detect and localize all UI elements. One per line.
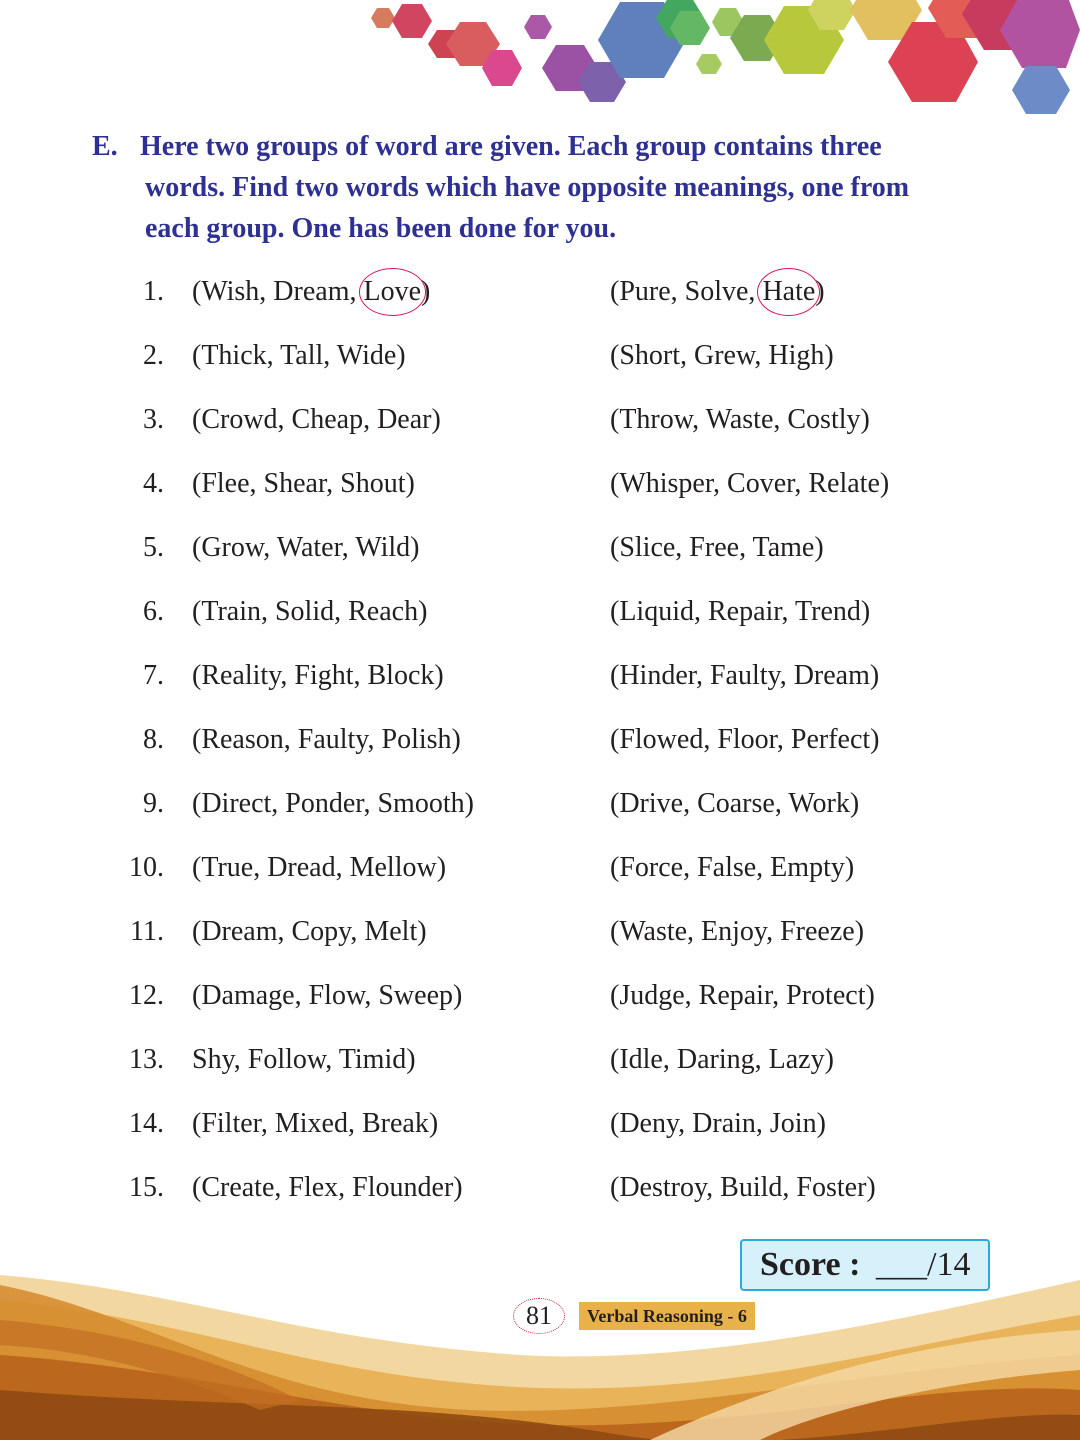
book-title: Verbal Reasoning - 6	[579, 1302, 755, 1330]
row-number: 8.	[143, 724, 164, 755]
exercise-row	[0, 972, 1080, 1036]
right-group: (Drive, Coarse, Work)	[610, 788, 860, 819]
left-group: (Grow, Water, Wild)	[192, 532, 420, 563]
left-group: (Filter, Mixed, Break)	[192, 1108, 439, 1139]
exercise-row	[0, 588, 1080, 652]
row-number: 4.	[143, 468, 164, 499]
section-letter: E.	[92, 131, 118, 162]
left-group: (Dream, Copy, Melt)	[192, 916, 427, 947]
right-group: (Waste, Enjoy, Freeze)	[610, 916, 865, 947]
row-number: 7.	[143, 660, 164, 691]
left-group: (Train, Solid, Reach)	[192, 596, 428, 627]
exercise-row	[0, 652, 1080, 716]
row-number: 5.	[143, 532, 164, 563]
exercise-row	[0, 1036, 1080, 1100]
left-group: (Crowd, Cheap, Dear)	[192, 404, 441, 435]
score-label: Score :	[760, 1246, 861, 1283]
left-group: (Flee, Shear, Shout)	[192, 468, 415, 499]
left-group: (Create, Flex, Flounder)	[192, 1172, 463, 1203]
instruction-text	[92, 126, 990, 249]
row-number: 11.	[130, 916, 164, 947]
instruction-line-2: words. Find two words which have opposite meanings, one from	[145, 172, 910, 203]
row-number: 3.	[143, 404, 164, 435]
instruction-line-3: each group. One has been done for you.	[145, 213, 617, 244]
row-number: 9.	[143, 788, 164, 819]
instruction	[92, 126, 990, 249]
left-group: (Thick, Tall, Wide)	[192, 340, 406, 371]
right-group: (Short, Grew, High)	[610, 340, 834, 371]
exercise-row	[0, 1164, 1080, 1228]
instruction-line-1: Here two groups of word are given. Each group contains three	[140, 131, 882, 162]
score-value: ___/14	[876, 1246, 971, 1283]
row-number: 12.	[129, 980, 164, 1011]
row-number: 10.	[129, 852, 164, 883]
right-group: (Hinder, Faulty, Dream)	[610, 660, 880, 691]
right-group: (Liquid, Repair, Trend)	[610, 596, 871, 627]
row-number: 2.	[143, 340, 164, 371]
exercise-row	[0, 908, 1080, 972]
row-number: 14.	[129, 1108, 164, 1139]
row-number: 1.	[143, 276, 164, 307]
right-group: (Flowed, Floor, Perfect)	[610, 724, 880, 755]
left-group-suffix: )	[421, 276, 431, 307]
left-group: (Reality, Fight, Block)	[192, 660, 444, 691]
exercise-row	[0, 716, 1080, 780]
right-group: (Throw, Waste, Costly)	[610, 404, 870, 435]
left-group: Shy, Follow, Timid)	[192, 1044, 416, 1075]
row-number: 6.	[143, 596, 164, 627]
circled-answer-right: Hate	[762, 268, 815, 316]
exercise-row	[0, 1100, 1080, 1164]
right-group: (Judge, Repair, Protect)	[610, 980, 875, 1011]
right-group-suffix: )	[815, 276, 825, 307]
right-group: (Deny, Drain, Join)	[610, 1108, 826, 1139]
right-group: (Slice, Free, Tame)	[610, 532, 824, 563]
exercise-row-example	[0, 268, 1080, 332]
right-group: (Whisper, Cover, Relate)	[610, 468, 890, 499]
exercise-row	[0, 396, 1080, 460]
left-group-prefix: (Wish, Dream,	[192, 276, 364, 307]
right-group: (Force, False, Empty)	[610, 852, 855, 883]
right-group: (Destroy, Build, Foster)	[610, 1172, 876, 1203]
left-group	[192, 268, 430, 316]
row-number: 15.	[129, 1172, 164, 1203]
right-group-prefix: (Pure, Solve,	[610, 276, 763, 307]
exercise-list	[0, 268, 1080, 1228]
left-group: (True, Dread, Mellow)	[192, 852, 447, 883]
page-number: 81	[513, 1298, 565, 1334]
left-group: (Damage, Flow, Sweep)	[192, 980, 463, 1011]
exercise-row	[0, 460, 1080, 524]
exercise-row	[0, 780, 1080, 844]
exercise-row	[0, 844, 1080, 908]
circled-answer-left: Love	[364, 268, 422, 316]
exercise-row	[0, 524, 1080, 588]
right-group	[610, 268, 825, 316]
left-group: (Reason, Faulty, Polish)	[192, 724, 461, 755]
score-box	[740, 1239, 990, 1291]
left-group: (Direct, Ponder, Smooth)	[192, 788, 474, 819]
right-group: (Idle, Daring, Lazy)	[610, 1044, 834, 1075]
exercise-row	[0, 332, 1080, 396]
row-number: 13.	[129, 1044, 164, 1075]
hexagon-decoration	[0, 0, 1080, 125]
